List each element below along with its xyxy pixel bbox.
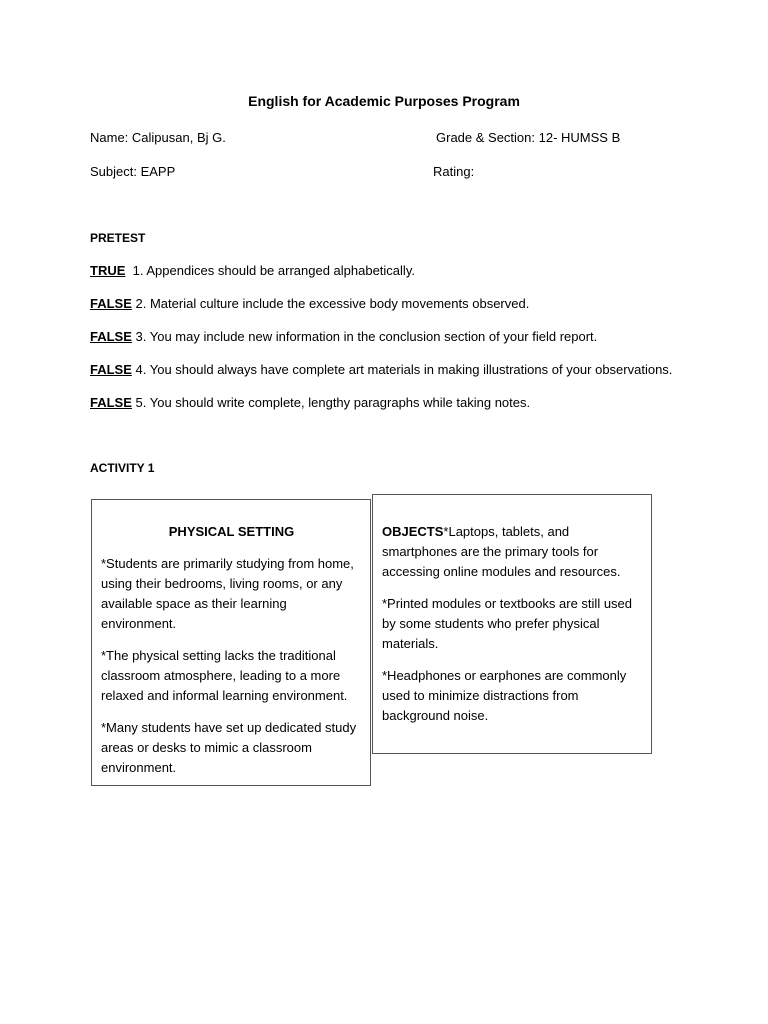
rating-field: Rating: xyxy=(433,164,475,179)
pretest-answer: FALSE xyxy=(90,362,132,377)
objects-paragraph xyxy=(382,522,643,582)
physical-setting-paragraph: *Students are primarily studying from home, using their bedrooms, living rooms, or any available space as their learning environment. xyxy=(101,556,354,631)
physical-setting-paragraph: *The physical setting lacks the traditional classroom atmosphere, leading to a more relaxed and informal learning environment. xyxy=(101,648,348,703)
pretest-item xyxy=(90,362,672,377)
pretest-statement: 2. Material culture include the excessive body movements observed. xyxy=(131,296,530,311)
physical-setting-paragraph: *Many students have set up dedicated study areas or desks to mimic a classroom environment. xyxy=(101,720,357,775)
pretest-statement: 4. You should always have complete art materials in making illustrations of your observations. xyxy=(131,362,673,377)
pretest-answer: TRUE xyxy=(90,263,126,278)
pretest-item xyxy=(90,296,529,311)
pretest-statement: 5. You should write complete, lengthy paragraphs while taking notes. xyxy=(131,395,531,410)
subject-field: Subject: EAPP xyxy=(90,164,176,179)
objects-paragraph: *Headphones or earphones are commonly used to minimize distractions from background noise. xyxy=(382,668,627,723)
activity-heading: ACTIVITY 1 xyxy=(90,461,155,475)
objects-box xyxy=(372,494,652,754)
pretest-answer: FALSE xyxy=(90,395,132,410)
pretest-item xyxy=(90,263,415,278)
grade-section-field: Grade & Section: 12- HUMSS B xyxy=(436,130,621,145)
pretest-statement: 3. You may include new information in the conclusion section of your field report. xyxy=(131,329,598,344)
physical-setting-heading: PHYSICAL SETTING xyxy=(168,524,295,539)
pretest-answer: FALSE xyxy=(90,329,132,344)
pretest-answer: FALSE xyxy=(90,296,132,311)
physical-setting-box xyxy=(91,499,371,786)
objects-first-text: *Laptops, tablets, and smartphones are the primary tools for accessing online modules and resources. xyxy=(382,524,621,579)
pretest-item xyxy=(90,329,597,344)
pretest-item xyxy=(90,395,530,410)
pretest-heading: PRETEST xyxy=(90,231,146,245)
objects-paragraph: *Printed modules or textbooks are still used by some students who prefer physical materials. xyxy=(382,596,633,651)
document-title: English for Academic Purposes Program xyxy=(248,93,520,109)
name-field: Name: Calipusan, Bj G. xyxy=(90,130,226,145)
objects-heading: OBJECTS xyxy=(382,524,444,539)
pretest-statement: 1. Appendices should be arranged alphabetically. xyxy=(125,263,415,278)
